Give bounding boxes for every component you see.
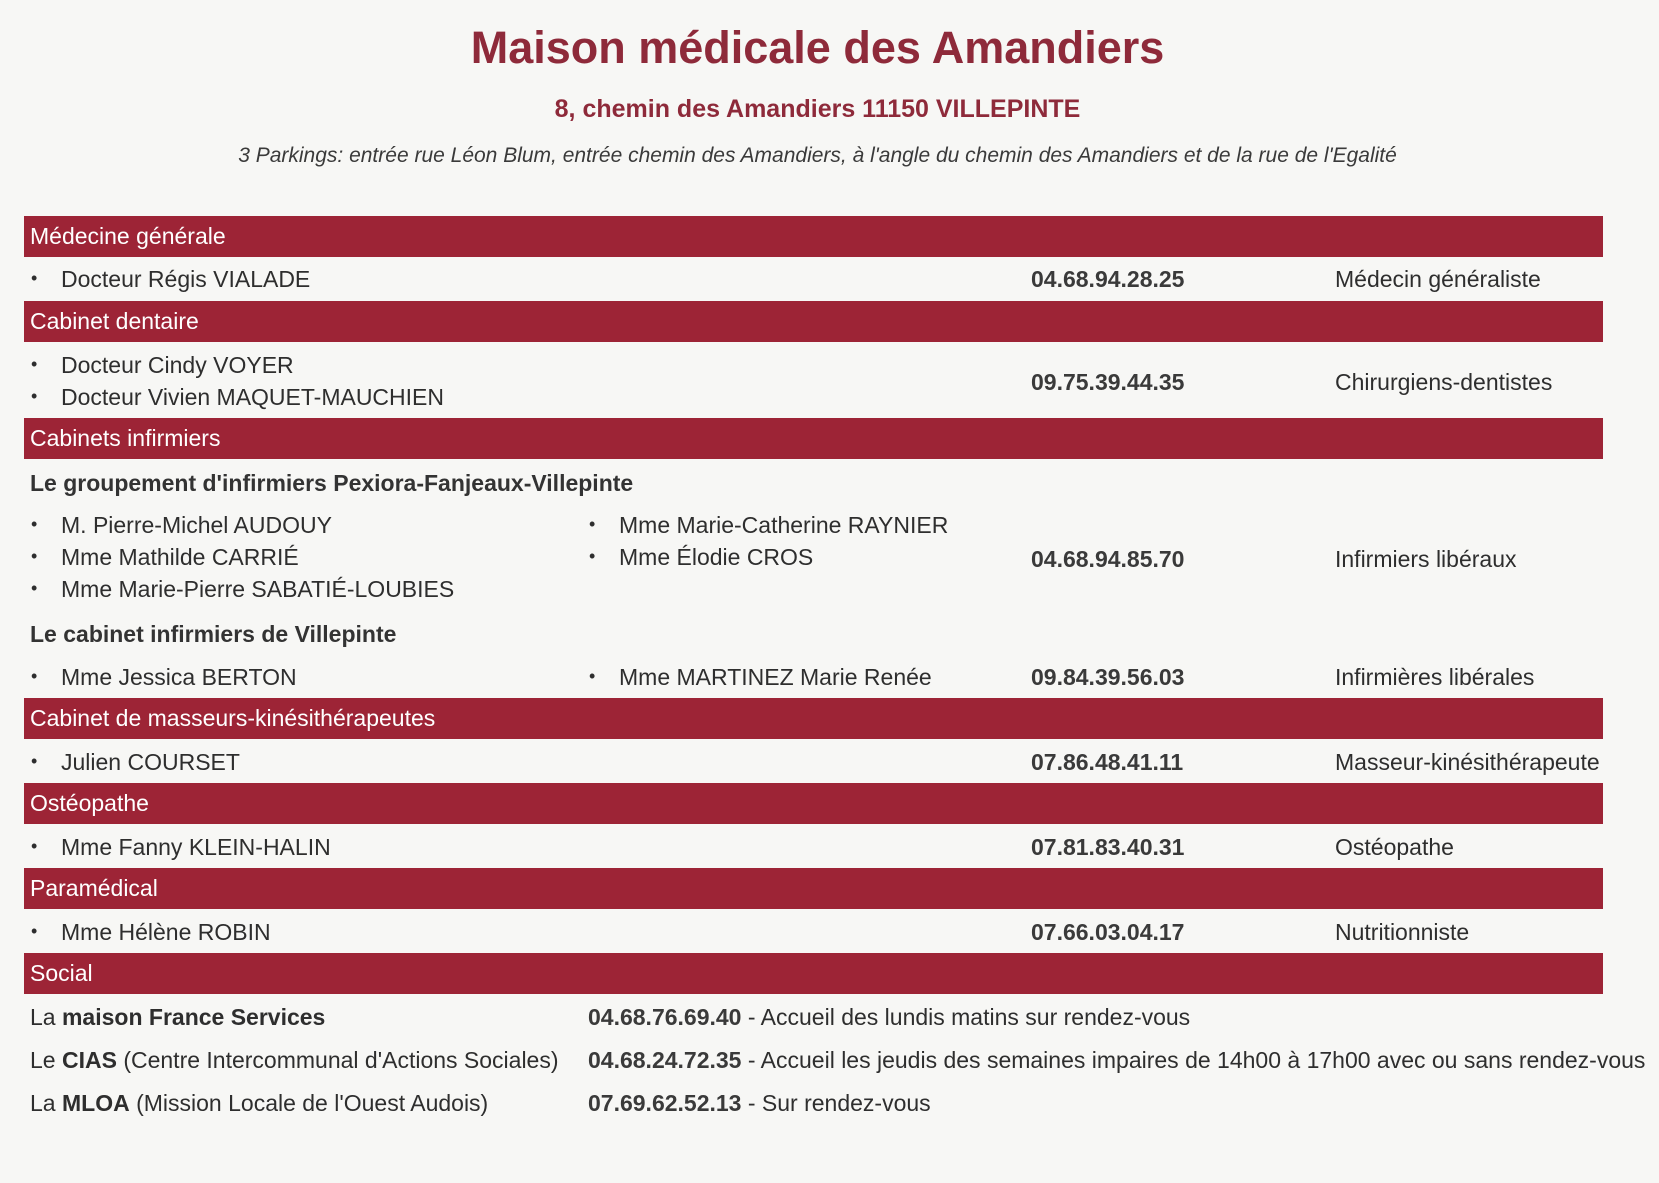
practitioner-name: • Docteur Régis VIALADE	[61, 266, 310, 293]
practitioner-name: • Mme Jessica BERTON	[61, 664, 297, 691]
social-contact	[588, 1047, 1645, 1074]
practitioner-name: • Julien COURSET	[61, 749, 240, 776]
practitioner-role: Infirmiers libéraux	[1335, 546, 1517, 572]
practitioner-name: • Docteur Vivien MAQUET-MAUCHIEN	[61, 384, 444, 411]
social-name: maison France Services	[61, 1004, 326, 1030]
address: 8, chemin des Amandiers 11150 VILLEPINTE	[554, 95, 1081, 123]
section-header-kinesitherapeutes: Cabinet de masseurs-kinésithérapeutes	[24, 698, 1603, 739]
social-detail: (Mission Locale de l'Ouest Audois)	[129, 1090, 489, 1116]
social-prefix: Le	[30, 1047, 62, 1073]
section-header-social: Social	[24, 953, 1603, 994]
social-info: - Sur rendez-vous	[741, 1090, 931, 1116]
section-header-cabinets-infirmiers: Cabinets infirmiers	[24, 418, 1603, 459]
practitioner-role: Chirurgiens-dentistes	[1335, 369, 1553, 395]
practitioner-name: • Mme Fanny KLEIN-HALIN	[61, 834, 331, 861]
practitioner-role: Infirmières libérales	[1335, 664, 1535, 690]
group-subtitle: Le cabinet infirmiers de Villepinte	[30, 621, 397, 647]
phone-number: 04.68.76.69.40	[588, 1004, 742, 1030]
practitioner-name: • Mme MARTINEZ Marie Renée	[619, 664, 932, 691]
section-header-paramedical: Paramédical	[24, 868, 1603, 909]
practitioner-name: • Mme Marie-Pierre SABATIÉ-LOUBIES	[61, 576, 454, 603]
practitioner-name: • Mme Mathilde CARRIÉ	[61, 544, 299, 571]
phone-number: 07.66.03.04.17	[1031, 919, 1185, 945]
social-name: MLOA	[61, 1090, 130, 1116]
phone-number: 07.86.48.41.11	[1031, 749, 1184, 775]
phone-number: 04.68.24.72.35	[588, 1047, 742, 1073]
social-prefix: La	[30, 1004, 62, 1030]
social-service-name	[30, 1004, 325, 1031]
page-title: Maison médicale des Amandiers	[470, 22, 1165, 73]
social-service-name	[30, 1090, 488, 1117]
social-info: - Accueil des lundis matins sur rendez-vous	[741, 1004, 1191, 1030]
practitioner-role: Médecin généraliste	[1335, 266, 1541, 292]
section-header-cabinet-dentaire: Cabinet dentaire	[24, 301, 1603, 342]
social-detail: (Centre Intercommunal d'Actions Sociales)	[116, 1047, 559, 1073]
practitioner-name: • M. Pierre-Michel AUDOUY	[61, 512, 332, 539]
social-info: - Accueil les jeudis des semaines impaires de 14h00 à 17h00 avec ou sans rendez-vous	[741, 1047, 1646, 1073]
phone-number: 07.81.83.40.31	[1031, 834, 1185, 860]
phone-number: 07.69.62.52.13	[588, 1090, 742, 1116]
practitioner-name: • Mme Élodie CROS	[619, 544, 813, 571]
section-header-osteopathe: Ostéopathe	[24, 783, 1603, 824]
parking-info: 3 Parkings: entrée rue Léon Blum, entrée chemin des Amandiers, à l'angle du chemin des Amandiers et de la rue de l'Egalité	[238, 144, 1397, 167]
practitioner-name: • Docteur Cindy VOYER	[61, 352, 294, 379]
social-contact	[588, 1090, 931, 1117]
practitioner-name: • Mme Marie-Catherine RAYNIER	[619, 512, 948, 539]
practitioner-role: Ostéopathe	[1335, 834, 1454, 860]
social-service-name	[30, 1047, 559, 1074]
practitioner-role: Masseur-kinésithérapeute	[1335, 749, 1600, 775]
group-subtitle: Le groupement d'infirmiers Pexiora-Fanjeaux-Villepinte	[30, 470, 634, 496]
phone-number: 09.84.39.56.03	[1031, 664, 1185, 690]
social-contact	[588, 1004, 1190, 1031]
practitioner-name: • Mme Hélène ROBIN	[61, 919, 271, 946]
social-name: CIAS	[61, 1047, 117, 1073]
phone-number: 09.75.39.44.35	[1031, 369, 1185, 395]
practitioner-role: Nutritionniste	[1335, 919, 1470, 945]
phone-number: 04.68.94.85.70	[1031, 546, 1185, 572]
section-header-medecine-generale: Médecine générale	[24, 216, 1603, 257]
social-prefix: La	[30, 1090, 62, 1116]
phone-number: 04.68.94.28.25	[1031, 266, 1185, 292]
